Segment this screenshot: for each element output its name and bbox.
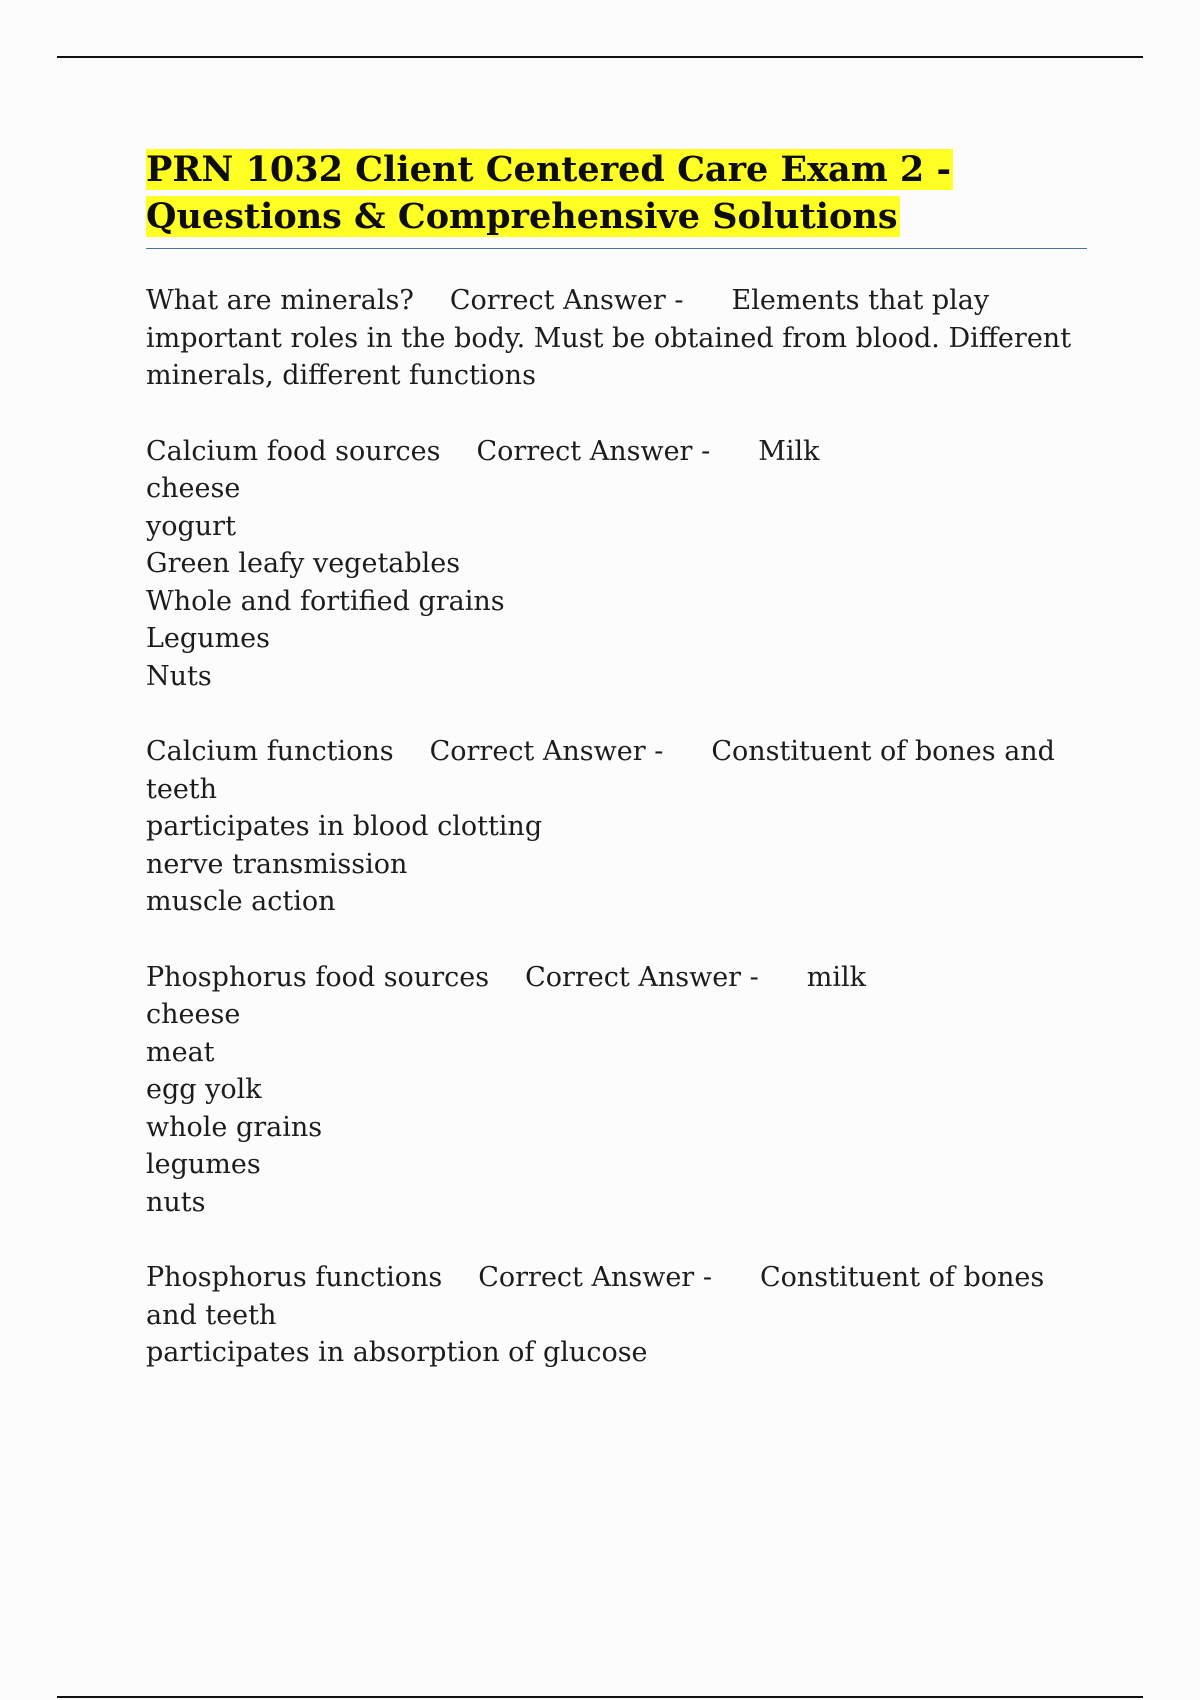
qa-head bbox=[146, 1259, 1106, 1297]
answer-text: Constituent of bones bbox=[759, 1262, 1045, 1293]
answer-text: Constituent of bones and bbox=[711, 736, 1055, 767]
qa-item-phosphorus-functions bbox=[146, 1259, 1106, 1372]
qa-item-calcium-sources bbox=[146, 433, 1106, 696]
answer-line: whole grains bbox=[146, 1111, 323, 1143]
answer-line: and teeth bbox=[146, 1299, 277, 1331]
qa-head bbox=[146, 733, 1106, 771]
header-rule bbox=[57, 56, 1143, 58]
title-line-1: PRN 1032 Client Centered Care Exam 2 - bbox=[146, 149, 951, 190]
question: Phosphorus food sources bbox=[146, 961, 490, 993]
question: What are minerals? bbox=[146, 285, 414, 316]
title-underline bbox=[146, 248, 1087, 249]
question: Calcium functions bbox=[146, 736, 394, 767]
qa-item-calcium-functions bbox=[146, 733, 1106, 921]
qa-list bbox=[146, 282, 1106, 1410]
answer-label: Correct Answer bbox=[525, 961, 742, 993]
answer-line: meat bbox=[146, 1036, 215, 1068]
answer-line: minerals, different functions bbox=[146, 360, 536, 391]
answer-dash: - bbox=[701, 435, 711, 467]
question: Calcium food sources bbox=[146, 435, 441, 467]
answer-line: nuts bbox=[146, 1186, 206, 1218]
answer-text: milk bbox=[806, 961, 867, 993]
answer-line: legumes bbox=[146, 1149, 261, 1180]
document-title bbox=[146, 146, 1087, 240]
answer-label: Correct Answer bbox=[478, 1262, 695, 1293]
answer-line: cheese bbox=[146, 999, 241, 1030]
answer-text: Milk bbox=[758, 435, 820, 467]
answer-text: Elements that play bbox=[731, 285, 990, 316]
footer-rule bbox=[57, 1696, 1143, 1698]
answer-line: muscle action bbox=[146, 886, 336, 917]
answer-line: Green leafy vegetables bbox=[146, 548, 461, 579]
title-line-2: Questions & Comprehensive Solutions bbox=[146, 196, 898, 237]
answer-line: participates in blood clotting bbox=[146, 811, 543, 842]
qa-item-minerals bbox=[146, 282, 1106, 395]
answer-line: participates in absorption of glucose bbox=[146, 1337, 648, 1368]
qa-head bbox=[146, 433, 1106, 471]
answer-dash: - bbox=[674, 285, 684, 316]
answer-line: cheese bbox=[146, 473, 241, 504]
answer-label: Correct Answer bbox=[449, 285, 666, 316]
qa-item-phosphorus-sources bbox=[146, 959, 1106, 1222]
question: Phosphorus functions bbox=[146, 1262, 443, 1293]
answer-line: Whole and fortified grains bbox=[146, 585, 505, 617]
qa-head bbox=[146, 959, 1106, 997]
answer-line: teeth bbox=[146, 773, 218, 805]
answer-line: important roles in the body. Must be obtained from blood. Different bbox=[146, 322, 1072, 354]
answer-dash: - bbox=[702, 1262, 712, 1293]
qa-head bbox=[146, 282, 1106, 320]
answer-dash: - bbox=[654, 736, 664, 767]
answer-line: yogurt bbox=[146, 510, 236, 542]
answer-line: Legumes bbox=[146, 623, 271, 654]
answer-line: Nuts bbox=[146, 660, 212, 692]
answer-line: nerve transmission bbox=[146, 848, 408, 880]
answer-dash: - bbox=[749, 961, 759, 993]
answer-label: Correct Answer bbox=[429, 736, 646, 767]
answer-label: Correct Answer bbox=[476, 435, 693, 467]
answer-line: egg yolk bbox=[146, 1074, 262, 1105]
